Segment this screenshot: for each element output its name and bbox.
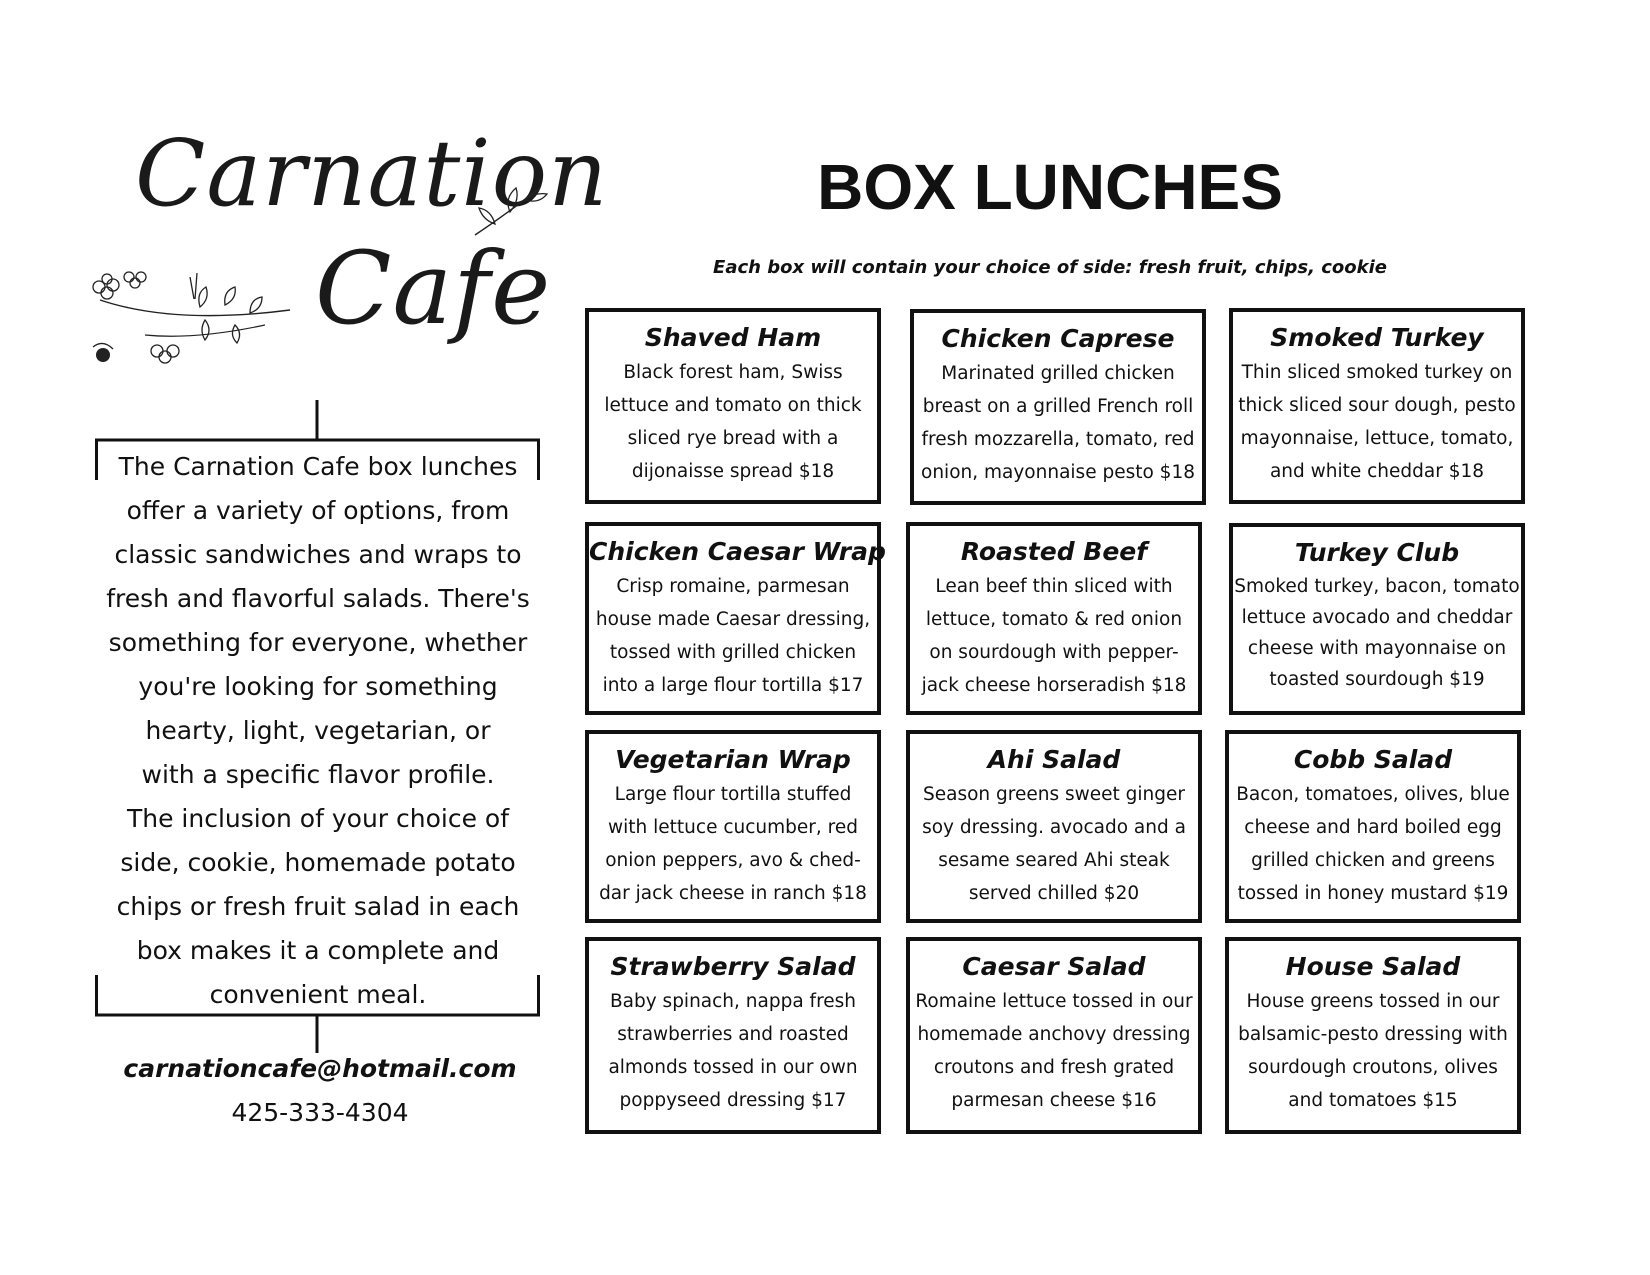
description-line: Romaine lettuce tossed in our [915,991,1193,1012]
menu-item-description [910,778,1198,910]
description-line: almonds tossed in our own [608,1057,858,1078]
page-title: BOX LUNCHES [817,151,1283,223]
menu-card-roasted-beef [906,522,1202,715]
description-line: breast on a grilled French roll [922,396,1194,417]
menu-item-description [1233,571,1521,695]
description-line: Crisp romaine, parmesan [616,576,850,597]
menu-card-house-salad [1225,937,1521,1134]
description-line: strawberries and roasted [617,1024,849,1045]
menu-card-ahi-salad [906,730,1202,923]
description-line: Black forest ham, Swiss [623,362,843,383]
description-line: and tomatoes $15 [1288,1090,1458,1111]
description-line: parmesan cheese $16 [951,1090,1157,1111]
menu-item-description [589,778,877,910]
description-line: poppyseed dressing $17 [619,1090,847,1111]
description-line: homemade anchovy dressing [917,1024,1191,1045]
description-line: fresh mozzarella, tomato, red [921,429,1195,450]
intro-line: chips or fresh fruit salad in each [116,892,520,921]
description-line: sesame seared Ahi steak [938,850,1170,871]
menu-item-description [1229,985,1517,1117]
description-line: Large flour tortilla stuffed [614,784,852,805]
menu-item-title: Shaved Ham [644,323,822,352]
menu-item-title: Smoked Turkey [1270,323,1484,352]
bracket-bottom-divider [95,975,540,1055]
menu-card-vegetarian-wrap [585,730,881,923]
intro-line: with a specific flavor profile. [141,760,495,789]
description-line: tossed with grilled chicken [609,642,857,663]
intro-line: hearty, light, vegetarian, or [145,716,491,745]
description-line: on sourdough with pepper- [929,642,1179,663]
description-line: Lean beef thin sliced with [935,576,1173,597]
floral-branch-icon [85,265,300,385]
leaf-sprig-icon [470,180,550,240]
description-line: served chilled $20 [968,883,1140,904]
intro-line: offer a variety of options, from [126,496,510,525]
menu-item-description [589,985,877,1117]
menu-item-title: Caesar Salad [962,952,1146,981]
menu-card-strawberry-salad [585,937,881,1134]
description-line: onion peppers, avo & ched- [605,850,861,871]
logo-word-carnation: Carnation [135,120,609,227]
menu-card-shaved-ham [585,308,881,504]
menu-item-title: Chicken Caesar Wrap [589,537,886,566]
menu-item-description [914,357,1202,489]
intro-line: The Carnation Cafe box lunches [118,452,518,481]
menu-item-title: Ahi Salad [987,745,1121,774]
menu-card-chicken-caesar-wrap [585,522,886,715]
menu-item-title: Strawberry Salad [610,952,856,981]
intro-line: The inclusion of your choice of [126,804,510,833]
description-line: thick sliced sour dough, pesto [1238,395,1516,416]
description-line: Thin sliced smoked turkey on [1241,362,1513,383]
description-line: house made Caesar dressing, [595,609,871,630]
menu-item-title: Vegetarian Wrap [615,745,851,774]
description-line: lettuce, tomato & red onion [925,609,1183,630]
intro-line: convenient meal. [209,980,427,1009]
description-line: balsamic-pesto dressing with [1238,1024,1508,1045]
description-line: into a large flour tortilla $17 [602,675,864,696]
description-line: toasted sourdough $19 [1269,669,1485,690]
description-line: dar jack cheese in ranch $18 [599,883,867,904]
description-line: sliced rye bread with a [627,428,839,449]
menu-item-title: Roasted Beef [960,537,1148,566]
menu-item-title: Turkey Club [1294,538,1460,567]
menu-item-description [589,356,877,488]
menu-item-title: Cobb Salad [1293,745,1453,774]
intro-line: box makes it a complete and [136,936,500,965]
description-line: lettuce avocado and cheddar [1241,607,1513,628]
description-line: dijonaisse spread $18 [631,461,835,482]
intro-line: you're looking for something [138,672,498,701]
menu-item-title: Chicken Caprese [941,324,1175,353]
description-line: croutons and fresh grated [933,1057,1175,1078]
menu-item-description [1233,356,1521,488]
description-line: soy dressing. avocado and a [922,817,1186,838]
menu-card-chicken-caprese [910,309,1206,505]
description-line: onion, mayonnaise pesto $18 [921,462,1195,483]
menu-item-description [910,985,1198,1117]
contact-phone[interactable]: 425-333-4304 [231,1098,409,1127]
description-line: Bacon, tomatoes, olives, blue [1236,784,1510,805]
intro-paragraph [98,445,538,1017]
description-line: cheese and hard boiled egg [1244,817,1502,838]
menu-item-description [1229,778,1517,910]
intro-line: classic sandwiches and wraps to [114,540,522,569]
menu-item-description [589,570,877,702]
description-line: sourdough croutons, olives [1248,1057,1498,1078]
description-line: Smoked turkey, bacon, tomato [1234,576,1520,597]
logo-word-cafe: Cafe [315,230,552,347]
description-line: House greens tossed in our [1246,991,1500,1012]
description-line: cheese with mayonnaise on [1247,638,1507,659]
menu-card-cobb-salad [1225,730,1521,923]
intro-line: something for everyone, whether [108,628,528,657]
menu-card-turkey-club [1229,523,1525,715]
description-line: with lettuce cucumber, red [608,817,858,838]
description-line: lettuce and tomato on thick [604,395,862,416]
intro-line: fresh and flavorful salads. There's [106,584,530,613]
intro-line: side, cookie, homemade potato [120,848,516,877]
cafe-logo [85,120,609,410]
description-line: tossed in honey mustard $19 [1237,883,1509,904]
description-line: Marinated grilled chicken [941,363,1175,384]
description-line: jack cheese horseradish $18 [921,675,1187,696]
description-line: mayonnaise, lettuce, tomato, [1240,428,1514,449]
description-line: Season greens sweet ginger [923,784,1185,805]
menu-item-title: House Salad [1285,952,1461,981]
contact-email[interactable]: carnationcafe@hotmail.com [123,1054,517,1083]
description-line: Baby spinach, nappa fresh [609,991,857,1012]
menu-card-caesar-salad [906,937,1202,1134]
page-subtitle: Each box will contain your choice of side: fresh fruit, chips, cookie [713,257,1387,278]
menu-item-description [910,570,1198,702]
description-line: and white cheddar $18 [1269,461,1485,482]
description-line: grilled chicken and greens [1251,850,1495,871]
menu-card-smoked-turkey [1229,308,1525,504]
